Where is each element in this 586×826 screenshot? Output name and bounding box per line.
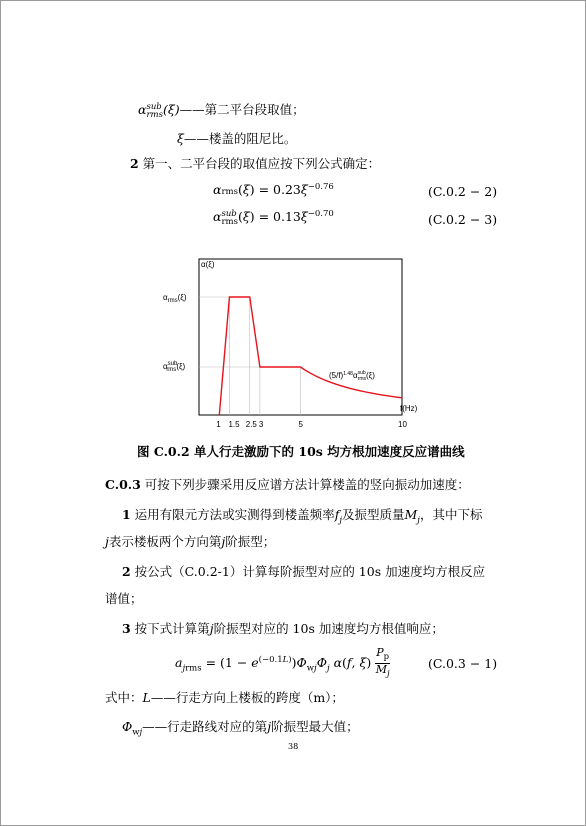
definition-xi: ξ——楼盖的阻尼比。 xyxy=(177,131,297,146)
x-tick-1: 1 xyxy=(216,420,221,429)
y-axis-label: α(ξ) xyxy=(201,260,215,269)
step-2-line-1: 2 按公式（C.0.2-1）计算每阶振型对应的 10s 加速度均方根反应 xyxy=(122,564,486,579)
page-number: 38 xyxy=(288,742,299,751)
alpha-sub-symbol: α sub rms (ξ) xyxy=(138,102,180,120)
x-axis-label: f(Hz) xyxy=(400,404,418,413)
figure-caption: 图 C.0.2 单人行走激励下的 10s 均方根加速度反应谱曲线 xyxy=(137,444,465,459)
step-1-line-1: 1 运用有限元方法或实测得到楼盖频率$f_j$及振型质量$M_j$，其中下标 xyxy=(122,507,483,526)
x-tick-10: 10 xyxy=(398,420,407,429)
definition-text-1: ——第二平台段取值； xyxy=(179,102,305,117)
x-tick-5: 5 xyxy=(298,420,303,429)
equation-c02-3: α sub rms $(\xi) = 0.13\xi^{-0.70}$ xyxy=(213,209,334,228)
equation-c03-1: $a_{jrms} = (1 - e^{(-0.1L)})\Phi_{wj}\Phi_j$ α(f, ξ) $\frac{P_p}{M_j}$ xyxy=(175,646,390,680)
response-spectrum-chart xyxy=(159,249,429,429)
step-1-line-2: j表示楼板两个方向第j阶振型； xyxy=(105,534,276,549)
step-2-line-2: 谱值； xyxy=(105,591,143,606)
where-L: 式中：L——行走方向上楼板的跨度（m）； xyxy=(105,690,344,705)
step-3: 3 按下式计算第j阶振型对应的 10s 加速度均方根值响应； xyxy=(122,621,444,636)
equation-number-1: (C.0.2 − 2) xyxy=(428,184,498,199)
vertical-guides xyxy=(229,297,300,415)
equation-c02-2: $\alpha rms(\xi) = 0.23\xi^{-0.76}$ xyxy=(213,182,334,198)
curve-label: $(5/f)^{1.48}\alpha^{sub}$ rms(ξ) xyxy=(329,370,375,382)
paragraph-2: 2 第一、二平台段的取值应按下列公式确定： xyxy=(130,156,381,171)
x-tick-labels xyxy=(216,420,407,429)
clause-c03: C.0.3 可按下列步骤采用反应谱方法计算楼盖的竖向振动加速度： xyxy=(105,477,470,492)
where-phi: $\Phi_{wj}——$行走路线对应的第j阶振型最大值； xyxy=(122,719,359,738)
equation-number-2: (C.0.2 − 3) xyxy=(428,212,498,227)
spectrum-curve xyxy=(219,297,402,415)
definition-text-2: ——楼盖的阻尼比。 xyxy=(183,131,297,146)
equation-number-3: (C.0.3 − 1) xyxy=(428,656,498,671)
x-tick-3: 3 xyxy=(258,420,264,429)
x-tick-2_5: 2.5 xyxy=(245,420,257,429)
definition-alpha-sub xyxy=(138,100,305,119)
y-label-alpha-sub: $\alpha^{sub}$ rms(ξ) xyxy=(163,361,186,373)
y-label-alpha-rms: $\alpha_{rms}(\xi)$ xyxy=(163,293,187,304)
x-tick-1_5: 1.5 xyxy=(228,420,240,429)
